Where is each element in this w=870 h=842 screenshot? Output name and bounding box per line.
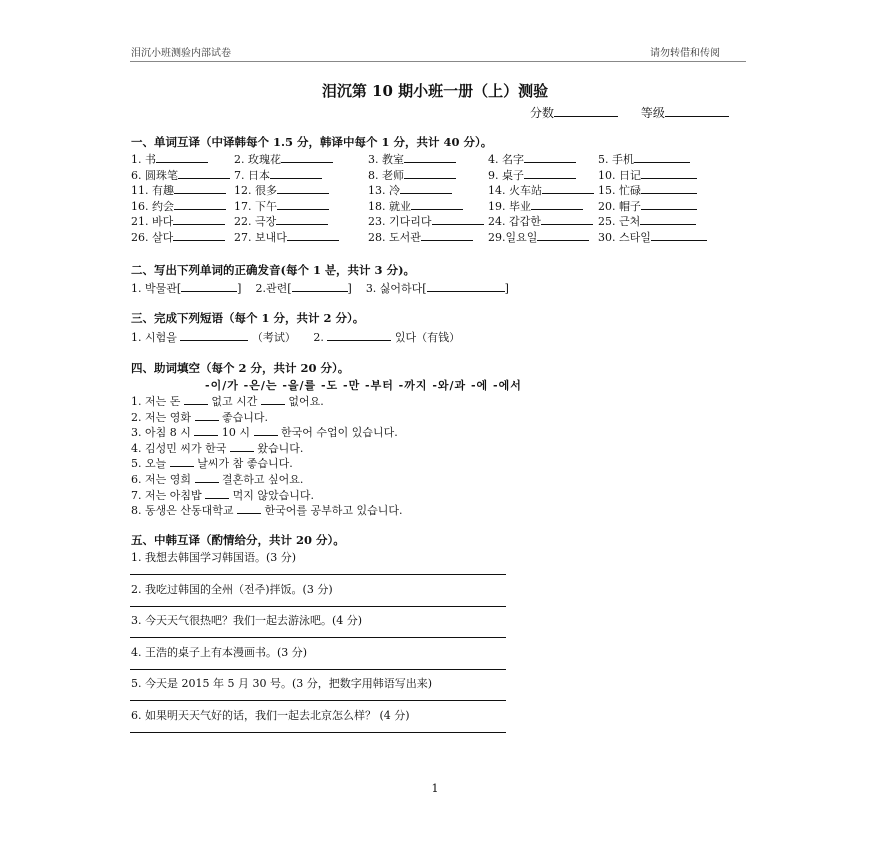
sentence-part: 4. 김성민 씨가 한국 <box>131 441 227 455</box>
pronunciation-row <box>131 280 509 296</box>
vocab-item <box>368 182 452 198</box>
vocab-item <box>131 151 208 167</box>
vocab-item <box>488 182 594 198</box>
vocab-answer-blank[interactable] <box>178 167 230 179</box>
particle-sentence <box>131 455 293 471</box>
sentence-part: 없어요. <box>288 395 324 408</box>
section3-heading: 三、完成下列短语（每个 1 分，共计 2 分）。 <box>131 311 365 325</box>
vocab-item <box>598 198 697 214</box>
vocab-answer-blank[interactable] <box>641 167 697 179</box>
vocab-word: 6. 圆珠笔 <box>131 168 178 182</box>
vocab-item <box>598 229 707 245</box>
vocab-answer-blank[interactable] <box>531 198 583 210</box>
vocab-word: 8. 老师 <box>368 168 404 182</box>
vocab-answer-blank[interactable] <box>542 182 594 194</box>
vocab-answer-blank[interactable] <box>541 213 593 225</box>
phrase-2-prefix: 2. <box>313 331 324 344</box>
translation-answer-line[interactable] <box>130 700 506 701</box>
phrase-blank-1[interactable] <box>180 329 248 341</box>
vocab-item <box>131 229 225 245</box>
vocab-answer-blank[interactable] <box>174 182 226 194</box>
vocab-answer-blank[interactable] <box>276 213 328 225</box>
vocab-item <box>488 198 583 214</box>
vocab-item <box>368 151 456 167</box>
vocab-word: 29.일요일 <box>488 231 538 244</box>
vocab-item <box>131 198 226 214</box>
vocab-word: 9. 桌子 <box>488 168 524 182</box>
vocab-word: 16. 约会 <box>131 199 174 213</box>
vocab-word: 19. 毕业 <box>488 199 531 213</box>
translation-prompt: 2. 我吃过韩国的全州（전주)拌饭。(3 分) <box>131 582 333 596</box>
vocab-word: 3. 教室 <box>368 153 404 166</box>
section2-heading: 二、写出下列单词的正确发音(每个 1 분，共计 3 分)。 <box>131 263 416 277</box>
particle-sentence <box>131 471 303 487</box>
vocab-item <box>368 213 484 229</box>
vocab-word: 28. 도서관 <box>368 231 421 244</box>
vocab-answer-blank[interactable] <box>432 213 484 225</box>
pron-item-3: 3. 싫어하다[ <box>365 282 427 295</box>
vocab-answer-blank[interactable] <box>270 167 322 179</box>
particle-blank[interactable] <box>205 487 229 499</box>
vocab-word: 5. 手机 <box>598 153 634 166</box>
vocab-answer-blank[interactable] <box>400 182 452 194</box>
sentence-part: 2. 저는 영화 <box>131 410 191 424</box>
vocab-word: 21. 바다 <box>131 215 174 229</box>
phrase-1-prefix: 1. 시험을 <box>131 331 177 344</box>
vocab-word: 22. 극장 <box>234 215 277 229</box>
vocab-answer-blank[interactable] <box>281 151 333 163</box>
particle-blank[interactable] <box>195 409 219 421</box>
vocab-answer-blank[interactable] <box>537 229 589 241</box>
vocab-word: 25. 근처 <box>598 215 641 229</box>
particle-blank[interactable] <box>194 424 218 436</box>
sentence-part: 한국어 수업이 있습니다. <box>281 426 398 440</box>
pron-blank-2[interactable] <box>292 280 348 292</box>
vocab-answer-blank[interactable] <box>277 198 329 210</box>
phrase-row <box>131 329 460 345</box>
particle-sentence <box>131 502 403 518</box>
page-number: 1 <box>431 782 439 795</box>
phrase-blank-2[interactable] <box>327 329 391 341</box>
vocab-item <box>598 182 697 198</box>
vocab-item <box>488 229 589 245</box>
pron-item-2: 2.관련[ <box>255 282 292 295</box>
translation-prompt: 3. 今天天气很热吧？我们一起去游泳吧。(4 分) <box>131 614 363 628</box>
vocab-item <box>368 229 473 245</box>
vocab-word: 27. 보내다 <box>234 231 287 244</box>
vocab-word: 20. 帽子 <box>598 199 641 213</box>
vocab-item <box>131 167 230 183</box>
vocab-item <box>488 167 576 183</box>
vocab-answer-blank[interactable] <box>641 182 697 194</box>
particle-blank[interactable] <box>230 440 254 452</box>
particle-blank[interactable] <box>254 424 278 436</box>
vocab-item <box>131 182 226 198</box>
vocab-item <box>131 213 225 229</box>
particle-blank[interactable] <box>195 471 219 483</box>
pron-item-1: 1. 박물관[ <box>131 282 182 295</box>
translation-answer-line[interactable] <box>130 637 506 638</box>
header-divider <box>130 61 746 62</box>
sentence-part: 8. 동생은 산동대학교 <box>131 504 234 518</box>
vocab-item <box>234 151 333 167</box>
particle-sentence <box>131 487 314 503</box>
vocab-word: 23. 기다리다 <box>368 215 432 229</box>
bracket-close: ] <box>347 282 352 295</box>
vocab-answer-blank[interactable] <box>524 151 576 163</box>
sentence-part: 7. 저는 아침밥 <box>131 488 202 502</box>
sentence-part: 좋습니다. <box>222 410 269 424</box>
pron-blank-1[interactable] <box>181 280 237 292</box>
vocab-item <box>598 213 696 229</box>
particle-sentence <box>131 409 268 425</box>
sentence-part: 3. 아침 8 시 <box>131 426 191 440</box>
vocab-word: 11. 有趣 <box>131 184 174 198</box>
vocab-word: 18. 就业 <box>368 199 411 213</box>
vocab-word: 2. 玫瑰花 <box>234 153 281 166</box>
vocab-item <box>234 198 329 214</box>
vocab-word: 15. 忙碌 <box>598 184 641 198</box>
particle-list: -이/가 -은/는 -을/를 -도 -만 -부터 -까지 -와/과 -에 -에서 <box>205 379 522 392</box>
vocab-word: 14. 火车站 <box>488 184 542 198</box>
sentence-part: 한국어를 공부하고 있습니다. <box>264 504 403 518</box>
translation-prompt: 5. 今天是 2015 年 5 月 30 号。(3 分，把数字用韩语写出来) <box>131 677 433 691</box>
vocab-answer-blank[interactable] <box>640 213 696 225</box>
vocab-answer-blank[interactable] <box>524 167 576 179</box>
vocab-answer-blank[interactable] <box>421 229 473 241</box>
vocab-item <box>598 167 697 183</box>
particle-blank[interactable] <box>237 502 261 514</box>
vocab-answer-blank[interactable] <box>156 151 208 163</box>
score-field <box>530 104 729 121</box>
vocab-word: 26. 살다 <box>131 231 174 244</box>
vocab-item <box>598 151 690 167</box>
vocab-answer-blank[interactable] <box>174 198 226 210</box>
particle-sentence <box>131 393 324 409</box>
bracket-close: ] <box>504 282 509 295</box>
bracket-close: ] <box>237 282 242 295</box>
grade-label: 等级 <box>640 106 665 120</box>
vocab-item <box>488 151 576 167</box>
vocab-item <box>368 198 463 214</box>
vocab-answer-blank[interactable] <box>634 151 690 163</box>
vocab-word: 30. 스타일 <box>598 231 651 244</box>
vocab-word: 1. 书 <box>131 153 156 166</box>
score-blank[interactable] <box>554 105 618 117</box>
vocab-word: 12. 很多 <box>234 184 277 198</box>
sentence-part: 먹지 않았습니다. <box>232 488 314 502</box>
pron-blank-3[interactable] <box>427 280 505 292</box>
vocab-answer-blank[interactable] <box>404 151 456 163</box>
header-left: 泪沉小班测验内部试卷 <box>131 48 231 59</box>
vocab-item <box>488 213 593 229</box>
vocab-item <box>234 229 339 245</box>
sentence-part: 없고 시간 <box>211 395 258 408</box>
vocab-word: 10. 日记 <box>598 168 641 182</box>
section4-heading: 四、助词填空（每个 2 分，共计 20 分）。 <box>131 361 350 375</box>
vocab-answer-blank[interactable] <box>404 167 456 179</box>
translation-answer-line[interactable] <box>130 606 506 607</box>
vocab-word: 4. 名字 <box>488 153 524 166</box>
vocab-item <box>234 213 328 229</box>
translation-answer-line[interactable] <box>130 669 506 670</box>
particle-sentence <box>131 424 398 440</box>
sentence-part: 5. 오늘 <box>131 457 167 471</box>
score-label: 分数 <box>530 106 555 120</box>
sentence-part: 1. 저는 돈 <box>131 395 181 408</box>
sentence-part: 6. 저는 영희 <box>131 473 191 486</box>
translation-answer-line[interactable] <box>130 732 506 733</box>
sentence-part: 날씨가 참 좋습니다. <box>197 457 293 471</box>
section5-heading: 五、中韩互译（酌情给分，共计 20 分）。 <box>131 533 345 547</box>
translation-prompt: 4. 王浩的桌子上有本漫画书。(3 分) <box>131 645 308 659</box>
sentence-part: 왔습니다. <box>257 441 304 455</box>
vocab-answer-blank[interactable] <box>173 229 225 241</box>
sentence-part: 결혼하고 싶어요. <box>222 473 304 486</box>
particle-blank[interactable] <box>184 393 208 405</box>
vocab-word: 7. 日本 <box>234 168 270 182</box>
vocab-item <box>234 182 329 198</box>
phrase-1-hint: （考试） <box>251 331 296 344</box>
translation-answer-line[interactable] <box>130 574 506 575</box>
page-title: 泪沉第 10 期小班一册（上）测验 <box>321 82 549 100</box>
section1-heading: 一、单词互译（中译韩每个 1.5 分，韩译中每个 1 分，共计 40 分）。 <box>131 135 493 149</box>
vocab-answer-blank[interactable] <box>411 198 463 210</box>
vocab-word: 24. 갑갑한 <box>488 215 541 229</box>
vocab-item <box>368 167 456 183</box>
particle-blank[interactable] <box>261 393 285 405</box>
header-right: 请勿转借和传阅 <box>650 48 720 59</box>
vocab-item <box>234 167 322 183</box>
vocab-answer-blank[interactable] <box>287 229 339 241</box>
grade-blank[interactable] <box>665 105 729 117</box>
vocab-answer-blank[interactable] <box>641 198 697 210</box>
sentence-part: 10 시 <box>221 426 250 440</box>
vocab-answer-blank[interactable] <box>173 213 225 225</box>
phrase-2-suffix: 있다（有钱） <box>394 331 461 344</box>
vocab-word: 13. 冷 <box>368 184 400 198</box>
translation-prompt: 1. 我想去韩国学习韩国语。(3 分) <box>131 551 297 564</box>
particle-blank[interactable] <box>170 455 194 467</box>
vocab-word: 17. 下午 <box>234 199 277 213</box>
translation-prompt: 6. 如果明天天气好的话，我们一起去北京怎么样？ (4 分) <box>131 709 410 722</box>
particle-sentence <box>131 440 303 456</box>
vocab-answer-blank[interactable] <box>277 182 329 194</box>
vocab-answer-blank[interactable] <box>651 229 707 241</box>
